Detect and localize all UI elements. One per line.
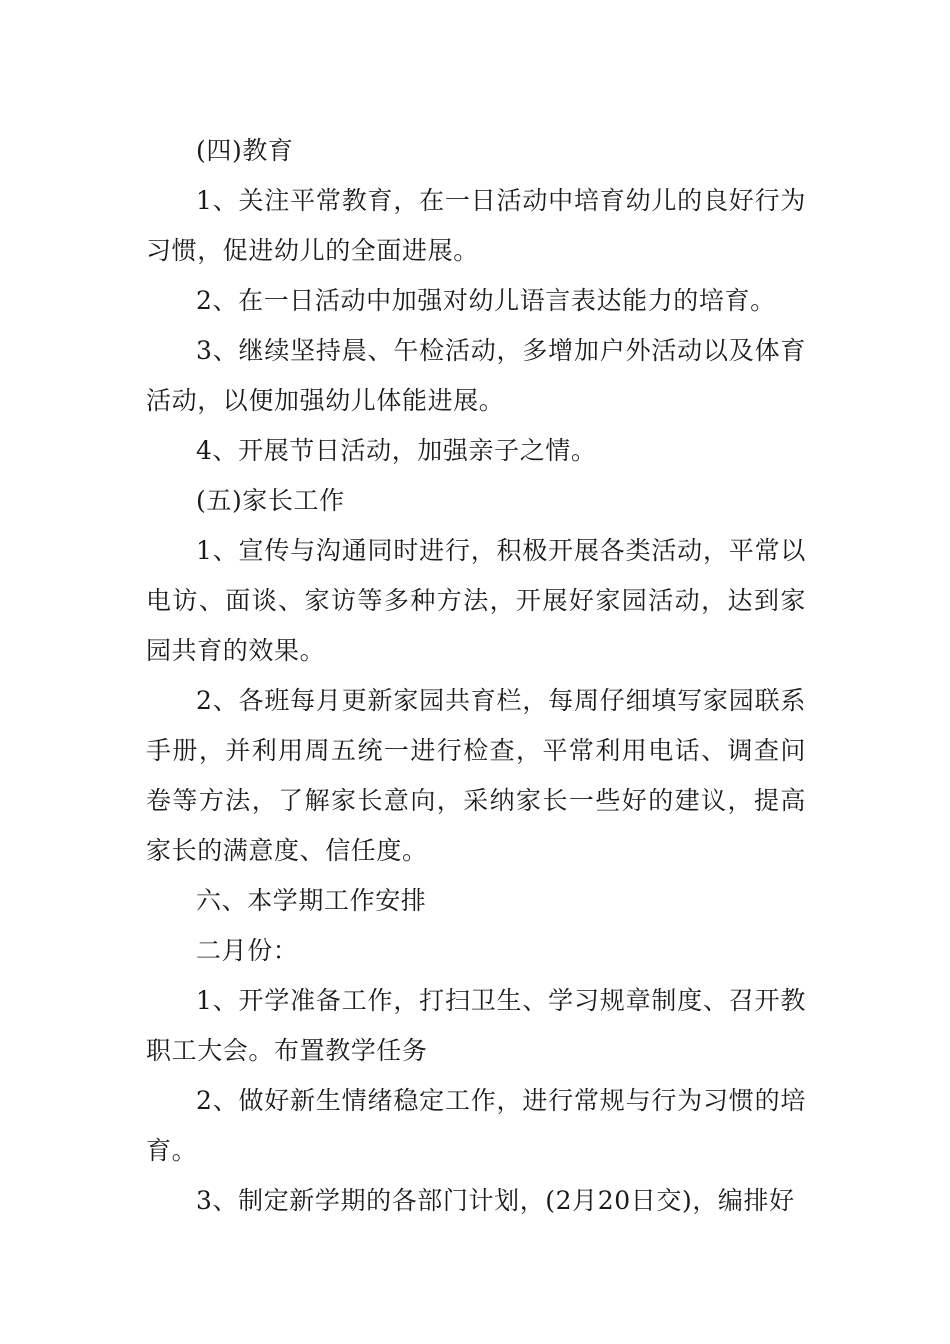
paragraph: 3、制定新学期的各部门计划，(2月20日交)，编排好 xyxy=(196,1186,795,1215)
paragraph: 3、继续坚持晨、午检活动，多增加户外活动以及体育活动，以便加强幼儿体能进展。 xyxy=(146,336,806,415)
paragraph: 2、各班每月更新家园共育栏，每周仔细填写家园联系手册，并利用周五统一进行检查，平常利用电话、调查问卷等方法，了解家长意向，采纳家长一些好的建议，提高家长的满意度、信任度。 xyxy=(146,686,806,865)
paragraph: 1、关注平常教育，在一日活动中培育幼儿的良好行为习惯，促进幼儿的全面进展。 xyxy=(146,186,806,265)
month-heading-february: 二月份： xyxy=(196,936,299,965)
paragraph: 2、做好新生情绪稳定工作，进行常规与行为习惯的培育。 xyxy=(146,1086,806,1165)
section-heading-semester-schedule: 六、本学期工作安排 xyxy=(196,886,427,915)
paragraph: 2、在一日活动中加强对幼儿语言表达能力的培育。 xyxy=(196,286,776,315)
paragraph: 1、开学准备工作，打扫卫生、学习规章制度、召开教职工大会。布置教学任务 xyxy=(146,986,806,1065)
section-heading-parents-work: (五)家长工作 xyxy=(196,486,345,515)
paragraph: 1、宣传与沟通同时进行，积极开展各类活动，平常以电访、面谈、家访等多种方法，开展好家园活动，达到家园共育的效果。 xyxy=(146,536,806,665)
document-page xyxy=(146,126,806,1226)
section-heading-education: (四)教育 xyxy=(196,136,294,165)
paragraph: 4、开展节日活动，加强亲子之情。 xyxy=(196,436,597,465)
